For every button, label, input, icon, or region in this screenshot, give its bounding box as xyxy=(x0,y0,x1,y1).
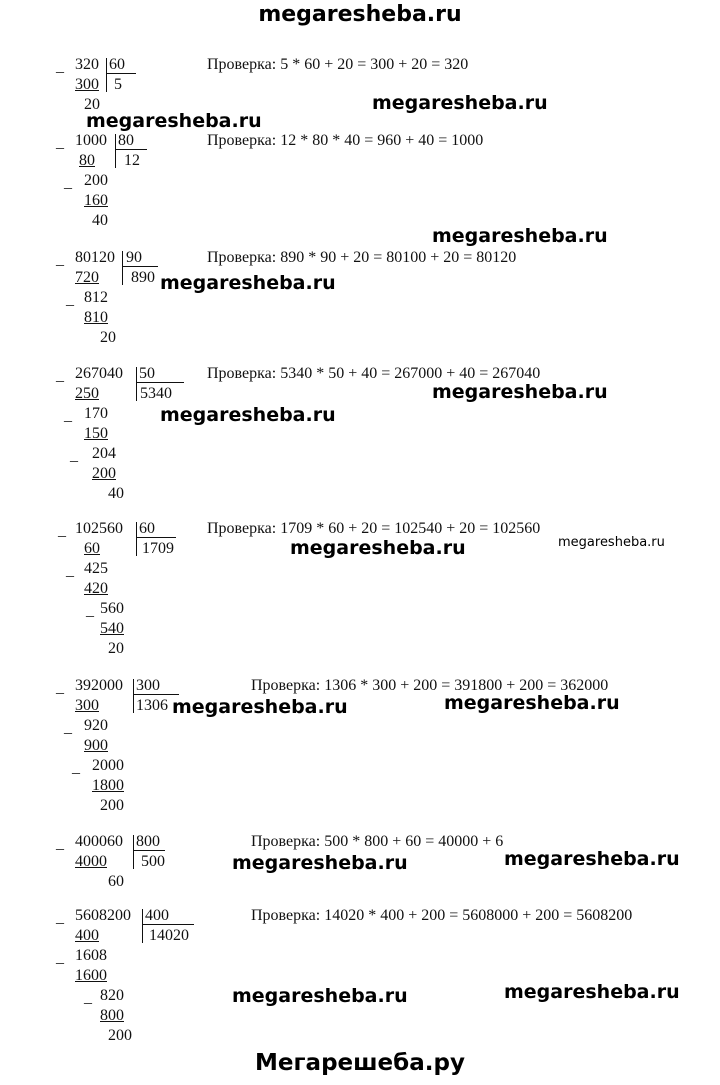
dividend: 102560 xyxy=(75,520,123,537)
minus-sign: _ xyxy=(56,58,64,75)
watermark-small: megaresheba.ru xyxy=(558,535,665,550)
partial-dividend: 170 xyxy=(84,405,108,422)
quotient: 1306 xyxy=(136,697,168,714)
dividend: 392000 xyxy=(75,677,123,694)
minus-sign: _ xyxy=(86,602,94,619)
dividend: 320 xyxy=(75,56,99,73)
check-text: Проверка: 14020 * 400 + 200 = 5608000 + 200 = 5608200 xyxy=(251,907,633,924)
quotient: 1709 xyxy=(142,540,174,557)
partial-dividend: 425 xyxy=(84,560,108,577)
remainder: 20 xyxy=(84,96,100,113)
division-line xyxy=(133,694,179,695)
partial-dividend: 2000 xyxy=(92,757,124,774)
watermark-top: megaresheba.ru xyxy=(258,2,462,27)
check-text: Проверка: 5 * 60 + 20 = 300 + 20 = 320 xyxy=(207,56,469,73)
dividend: 5608200 xyxy=(75,907,131,924)
subtrahend: 60 xyxy=(84,540,100,557)
subtrahend: 4000 xyxy=(75,853,107,870)
minus-sign: _ xyxy=(56,949,64,966)
dividend: 1000 xyxy=(75,132,107,149)
minus-sign: _ xyxy=(56,251,64,268)
check-text: Проверка: 1306 * 300 + 200 = 391800 + 200 = 362000 xyxy=(251,677,609,694)
divisor: 400 xyxy=(145,907,169,924)
minus-sign: _ xyxy=(56,134,64,151)
partial-dividend: 820 xyxy=(100,987,124,1004)
division-bar xyxy=(106,58,107,92)
minus-sign: _ xyxy=(70,447,78,464)
quotient: 500 xyxy=(141,853,165,870)
subtrahend: 420 xyxy=(84,580,108,597)
minus-sign: _ xyxy=(64,719,72,736)
subtrahend: 720 xyxy=(75,269,99,286)
minus-sign: _ xyxy=(56,367,64,384)
subtrahend: 540 xyxy=(100,620,124,637)
remainder: 200 xyxy=(108,1027,132,1044)
check-text: Проверка: 500 * 800 + 60 = 40000 + 6 xyxy=(251,833,504,850)
division-line xyxy=(106,73,136,74)
minus-sign: _ xyxy=(56,909,64,926)
remainder: 40 xyxy=(92,212,108,229)
subtrahend: 250 xyxy=(75,385,99,402)
subtrahend: 80 xyxy=(79,152,95,169)
quotient: 14020 xyxy=(149,927,189,944)
remainder: 40 xyxy=(108,485,124,502)
dividend: 400060 xyxy=(75,833,123,850)
division-bar xyxy=(142,909,143,943)
division-line xyxy=(122,266,158,267)
quotient: 5 xyxy=(114,76,122,93)
division-bar xyxy=(122,251,123,285)
subtrahend: 1800 xyxy=(92,777,124,794)
minus-sign: _ xyxy=(56,679,64,696)
watermark: megaresheba.ru xyxy=(232,985,408,1007)
division-bar xyxy=(133,679,134,713)
minus-sign: _ xyxy=(84,989,92,1006)
watermark: megaresheba.ru xyxy=(290,537,466,559)
remainder: 20 xyxy=(108,640,124,657)
subtrahend: 900 xyxy=(84,737,108,754)
divisor: 300 xyxy=(136,677,160,694)
check-text: Проверка: 5340 * 50 + 40 = 267000 + 40 = 267040 xyxy=(207,365,541,382)
minus-sign: _ xyxy=(58,522,66,539)
check-text: Проверка: 890 * 90 + 20 = 80100 + 20 = 80120 xyxy=(207,249,517,266)
watermark: megaresheba.ru xyxy=(172,696,348,718)
partial-dividend: 200 xyxy=(84,172,108,189)
watermark: megaresheba.ru xyxy=(372,92,548,114)
division-bar xyxy=(133,835,134,869)
subtrahend: 200 xyxy=(92,465,116,482)
watermark-bottom: Мегарешеба.ру xyxy=(255,1050,465,1076)
partial-dividend: 204 xyxy=(92,445,116,462)
divisor: 800 xyxy=(136,833,160,850)
check-text: Проверка: 12 * 80 * 40 = 960 + 40 = 1000 xyxy=(207,132,484,149)
subtrahend: 160 xyxy=(84,192,108,209)
watermark: megaresheba.ru xyxy=(232,852,408,874)
divisor: 80 xyxy=(118,132,134,149)
divisor: 90 xyxy=(126,249,142,266)
subtrahend: 150 xyxy=(84,425,108,442)
watermark: megaresheba.ru xyxy=(160,404,336,426)
watermark: megaresheba.ru xyxy=(444,692,620,714)
remainder: 200 xyxy=(100,797,124,814)
minus-sign: _ xyxy=(64,407,72,424)
division-bar xyxy=(136,522,137,556)
subtrahend: 300 xyxy=(75,76,99,93)
subtrahend: 800 xyxy=(100,1007,124,1024)
remainder: 60 xyxy=(108,873,124,890)
division-bar xyxy=(136,367,137,401)
watermark: megaresheba.ru xyxy=(504,981,680,1003)
subtrahend: 810 xyxy=(84,309,108,326)
division-line xyxy=(136,537,176,538)
quotient: 890 xyxy=(131,269,155,286)
division-line xyxy=(142,924,194,925)
dividend: 80120 xyxy=(75,249,115,266)
subtrahend: 300 xyxy=(75,697,99,714)
minus-sign: _ xyxy=(56,835,64,852)
minus-sign: _ xyxy=(66,562,74,579)
watermark: megaresheba.ru xyxy=(86,110,262,132)
minus-sign: _ xyxy=(64,174,72,191)
dividend: 267040 xyxy=(75,365,123,382)
quotient: 5340 xyxy=(140,385,172,402)
divisor: 60 xyxy=(109,56,125,73)
subtrahend: 1600 xyxy=(75,967,107,984)
divisor: 50 xyxy=(139,365,155,382)
partial-dividend: 812 xyxy=(84,289,108,306)
divisor: 60 xyxy=(139,520,155,537)
partial-dividend: 920 xyxy=(84,717,108,734)
watermark: megaresheba.ru xyxy=(432,225,608,247)
quotient: 12 xyxy=(124,152,140,169)
watermark: megaresheba.ru xyxy=(160,272,336,294)
division-bar xyxy=(115,134,116,168)
partial-dividend: 560 xyxy=(100,600,124,617)
division-line xyxy=(133,850,165,851)
watermark: megaresheba.ru xyxy=(432,381,608,403)
watermark: megaresheba.ru xyxy=(504,848,680,870)
minus-sign: _ xyxy=(72,759,80,776)
division-line xyxy=(115,149,147,150)
subtrahend: 400 xyxy=(75,927,99,944)
remainder: 20 xyxy=(100,329,116,346)
division-line xyxy=(136,382,184,383)
minus-sign: _ xyxy=(66,291,74,308)
check-text: Проверка: 1709 * 60 + 20 = 102540 + 20 = 102560 xyxy=(207,520,541,537)
partial-dividend: 1608 xyxy=(75,947,107,964)
